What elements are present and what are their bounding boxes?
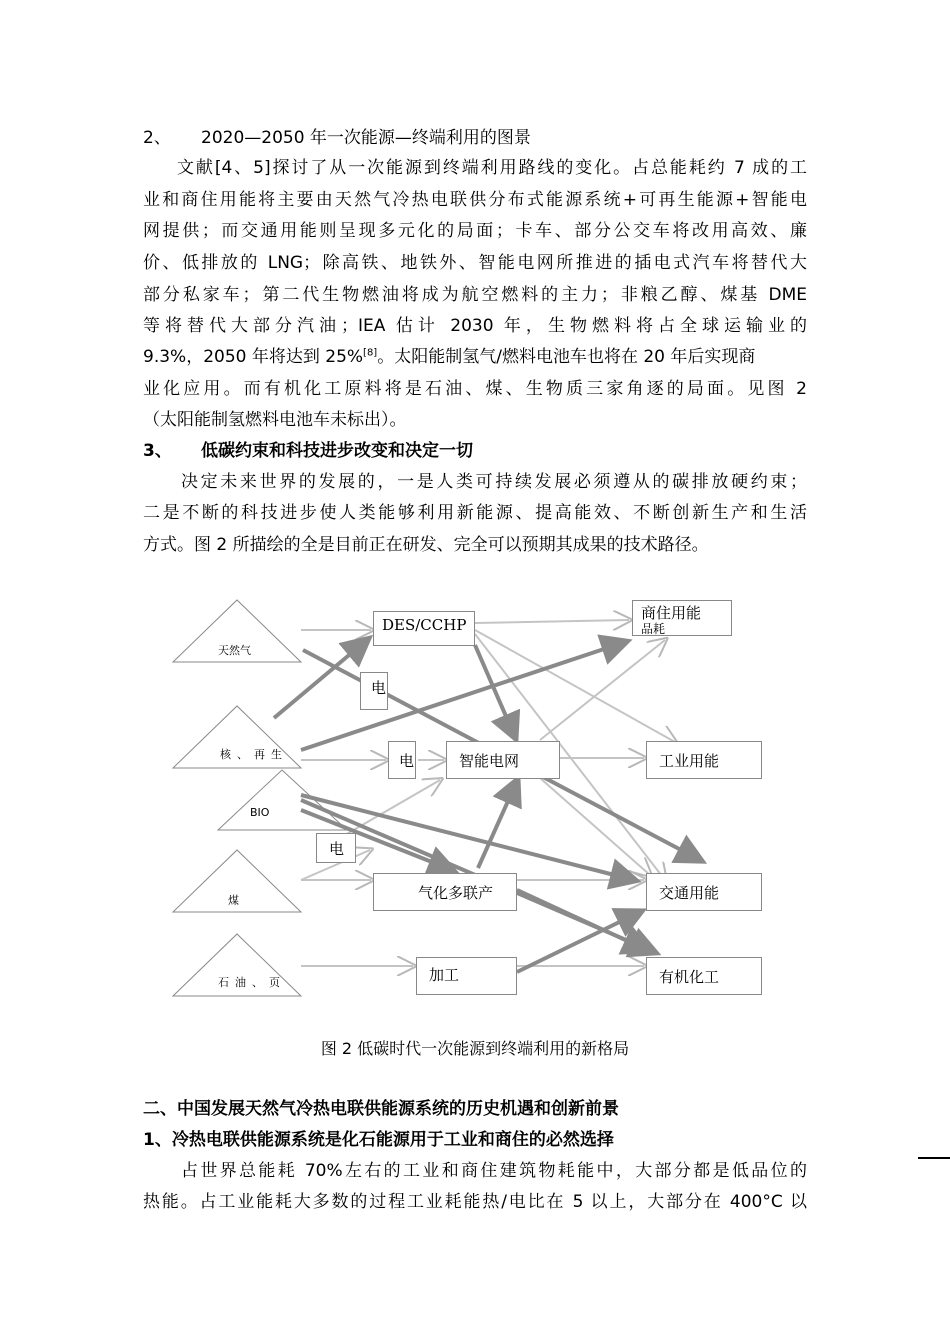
- dark-arrows: [274, 640, 700, 972]
- text-fragment: 9.3%，2050 年将达到 25%: [143, 347, 364, 367]
- sub-heading: 1、冷热电联供能源系统是化石能源用于工业和商住的必然选择: [143, 1130, 614, 1150]
- paragraph-line: 价、低排放的 LNG；除高铁、地铁外、智能电网所推进的插电式汽车将替代大: [143, 253, 807, 273]
- section-3-number: 3、: [143, 441, 172, 461]
- paragraph-line: 热能。占工业能耗大多数的过程工业耗能热/电比在 5 以上，大部分在 400°C 以: [143, 1192, 807, 1212]
- box-residential-cut: 品耗: [641, 622, 666, 636]
- label-bio: [250, 806, 269, 812]
- paragraph-line: 决定未来世界的发展的，一是人类可持续发展必须遵从的碳排放硬约束；: [181, 472, 807, 492]
- label-nuclear-renewable: [220, 746, 288, 754]
- chapter-heading: 二、中国发展天然气冷热电联供能源系统的历史机遇和创新前景: [143, 1099, 619, 1119]
- paragraph-line: 业和商住用能将主要由天然气冷热电联供分布式能源系统+可再生能源+智能电: [143, 190, 807, 210]
- box-des-cchp: DES/CCHP: [373, 611, 475, 646]
- box-transport-energy: 交通用能: [646, 873, 762, 911]
- box-electric-3: 电: [316, 833, 356, 863]
- paragraph-line: 业化应用。而有机化工原料将是石油、煤、生物质三家角逐的局面。见图 2: [143, 379, 807, 399]
- paragraph-line: 文献[4、5]探讨了从一次能源到终端利用路线的变化。占总能耗约 7 成的工: [177, 158, 807, 178]
- box-processing: 加工: [416, 957, 517, 995]
- label-oil: [218, 974, 286, 981]
- box-electric-2: 电: [388, 741, 416, 779]
- paragraph-line: 等将替代大部分汽油；IEA 估计 2030 年，生物燃料将占全球运输业的: [143, 316, 807, 336]
- paragraph-line: 二是不断的科技进步使人类能够利用新能源、提高能效、不断创新生产和生活: [143, 503, 807, 523]
- section-2-number: 2、: [143, 128, 171, 148]
- box-organic-chemical: 有机化工: [646, 957, 762, 995]
- paragraph-line: （太阳能制氢燃料电池车未标出）。: [143, 410, 407, 430]
- box-gasification: 气化多联产: [373, 873, 517, 911]
- box-industrial-energy: 工业用能: [646, 741, 762, 779]
- paragraph-line: 网提供；而交通用能则呈现多元化的局面；卡车、部分公交车将改用高效、廉: [143, 221, 807, 241]
- paragraph-line: 方式。图 2 所描绘的全是目前正在研发、完全可以预期其成果的技术路径。: [143, 535, 709, 555]
- label-natural-gas: [218, 642, 251, 649]
- text-fragment: 。太阳能制氢气/燃料电池车也将在 20 年后实现商: [377, 347, 756, 367]
- figure-caption: 图 2 低碳时代一次能源到终端利用的新格局: [320, 1039, 630, 1058]
- box-electric-1: 电: [360, 672, 388, 710]
- box-residential-energy: [632, 600, 732, 636]
- paragraph-line: 占世界总能耗 70%左右的工业和商住建筑物耗能中，大部分都是低品位的: [181, 1161, 807, 1181]
- section-3-title: 低碳约束和科技进步改变和决定一切: [201, 441, 473, 461]
- box-smart-grid: 智能电网: [446, 741, 560, 779]
- section-2-title: 2020—2050 年一次能源—终端利用的图景: [201, 128, 531, 148]
- box-residential-label: 商住用能: [641, 604, 702, 622]
- paragraph-line: 部分私家车；第二代生物燃油将成为航空燃料的主力；非粮乙醇、煤基 DME: [143, 285, 807, 305]
- label-coal: [228, 892, 239, 898]
- citation-ref: [8]: [363, 347, 378, 359]
- margin-rule: [918, 1157, 950, 1159]
